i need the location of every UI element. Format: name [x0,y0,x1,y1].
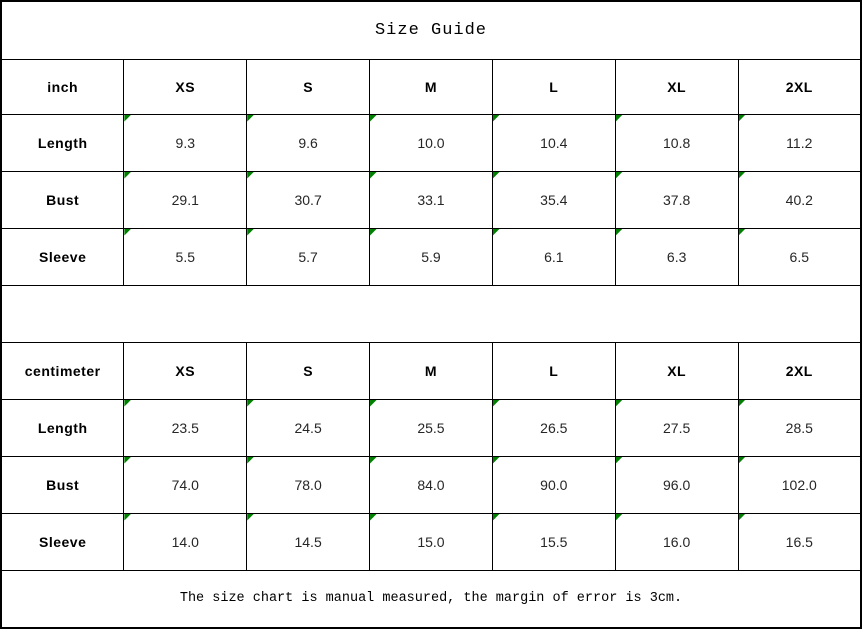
size-value-cell [247,456,370,513]
cell-corner-marker-icon [370,514,377,521]
size-value: 30.7 [294,191,322,208]
cell-corner-marker-icon [493,514,500,521]
footer-note: The size chart is manual measured, the margin of error is 3cm. [1,570,861,628]
size-value: 9.3 [175,134,195,151]
size-value: 37.8 [663,191,691,208]
size-value: 5.7 [298,248,318,265]
size-value: 6.5 [789,248,810,265]
size-value: 10.4 [540,134,568,151]
size-value: 14.5 [294,533,322,550]
cell-corner-marker-icon [616,229,623,236]
size-header-cell: M [370,59,493,114]
spacer-row [1,285,861,342]
row-label: Sleeve [1,228,124,285]
cell-corner-marker-icon [124,115,131,122]
cell-corner-marker-icon [370,400,377,407]
size-value-cell [492,513,615,570]
size-value: 96.0 [663,476,691,493]
size-value-cell [615,171,738,228]
size-value-cell [615,399,738,456]
cell-corner-marker-icon [247,229,254,236]
size-value-cell [738,513,861,570]
cell-corner-marker-icon [739,229,746,236]
size-value-cell [247,171,370,228]
size-value: 84.0 [417,476,445,493]
title-row [1,1,861,59]
size-value-cell [492,114,615,171]
size-value: 15.5 [540,533,568,550]
size-value-cell [738,399,861,456]
size-value-cell [124,114,247,171]
cell-corner-marker-icon [370,115,377,122]
cell-corner-marker-icon [124,172,131,179]
cell-corner-marker-icon [247,457,254,464]
cell-corner-marker-icon [247,514,254,521]
cell-corner-marker-icon [370,172,377,179]
size-value: 16.0 [663,533,691,550]
size-header-cell: XL [615,342,738,399]
size-value-cell [492,456,615,513]
cell-corner-marker-icon [739,457,746,464]
size-value-cell [247,228,370,285]
inch-header-row [1,59,861,114]
size-value-cell [124,171,247,228]
size-value: 6.1 [544,248,564,265]
table-row [1,399,861,456]
size-value-cell [738,171,861,228]
cell-corner-marker-icon [493,457,500,464]
size-value: 26.5 [540,419,568,436]
size-header-cell: L [492,59,615,114]
size-value: 11.2 [786,134,813,151]
size-value: 9.6 [298,134,318,151]
size-value: 16.5 [785,533,813,550]
size-value: 29.1 [171,191,199,208]
size-value-cell [124,228,247,285]
size-value: 14.0 [171,533,199,550]
size-value: 10.0 [417,134,445,151]
cell-corner-marker-icon [124,514,131,521]
size-value: 23.5 [171,419,199,436]
size-header-cell: XS [124,59,247,114]
size-value-cell [738,228,861,285]
size-value: 10.8 [663,134,691,151]
size-value-cell [124,513,247,570]
size-value: 102.0 [781,476,817,493]
row-label: Length [1,114,124,171]
cell-corner-marker-icon [247,400,254,407]
size-value: 33.1 [417,191,445,208]
size-value: 40.2 [785,191,813,208]
table-row [1,228,861,285]
size-header-cell: XL [615,59,738,114]
size-value-cell [615,228,738,285]
size-value: 90.0 [540,476,568,493]
size-value-cell [370,114,493,171]
size-value-cell [124,399,247,456]
size-value: 28.5 [785,419,813,436]
table-row [1,456,861,513]
cell-corner-marker-icon [247,172,254,179]
size-value: 24.5 [294,419,322,436]
size-value: 5.5 [175,248,195,265]
cell-corner-marker-icon [370,229,377,236]
cell-corner-marker-icon [493,400,500,407]
size-value: 35.4 [540,191,568,208]
row-label: Length [1,399,124,456]
row-label: Bust [1,171,124,228]
size-value: 6.3 [666,248,687,265]
cell-corner-marker-icon [739,172,746,179]
size-value: 78.0 [294,476,322,493]
row-label: Sleeve [1,513,124,570]
spacer-cell [1,285,861,342]
cell-corner-marker-icon [616,172,623,179]
cell-corner-marker-icon [616,514,623,521]
cell-corner-marker-icon [493,229,500,236]
cell-corner-marker-icon [124,400,131,407]
cell-corner-marker-icon [616,457,623,464]
size-header-cell: L [492,342,615,399]
cell-corner-marker-icon [247,115,254,122]
size-value-cell [370,399,493,456]
size-value-cell [615,456,738,513]
cell-corner-marker-icon [616,400,623,407]
cell-corner-marker-icon [124,457,131,464]
cell-corner-marker-icon [739,400,746,407]
table-row [1,171,861,228]
size-value-cell [492,399,615,456]
cell-corner-marker-icon [370,457,377,464]
size-header-cell: M [370,342,493,399]
cell-corner-marker-icon [739,514,746,521]
cell-corner-marker-icon [493,115,500,122]
cm-header-row [1,342,861,399]
cell-corner-marker-icon [124,229,131,236]
size-value-cell [247,114,370,171]
row-label: Bust [1,456,124,513]
size-value-cell [738,456,861,513]
unit-label-centimeter: centimeter [1,342,124,399]
cell-corner-marker-icon [616,115,623,122]
size-header-cell: 2XL [738,59,861,114]
size-header-cell: S [247,342,370,399]
footer-row [1,570,861,628]
size-header-cell: 2XL [738,342,861,399]
size-value: 74.0 [171,476,199,493]
size-value-cell [370,456,493,513]
size-value-cell [370,228,493,285]
size-header-cell: S [247,59,370,114]
table-row [1,114,861,171]
cell-corner-marker-icon [739,115,746,122]
size-header-cell: XS [124,342,247,399]
size-value-cell [615,114,738,171]
table-row [1,513,861,570]
size-value-cell [492,171,615,228]
size-value-cell [615,513,738,570]
size-value: 5.9 [421,248,441,265]
page-title: Size Guide [1,1,861,59]
size-value-cell [370,513,493,570]
unit-label-inch: inch [1,59,124,114]
cell-corner-marker-icon [493,172,500,179]
size-value-cell [247,513,370,570]
size-value-cell [492,228,615,285]
size-value-cell [124,456,247,513]
size-value-cell [738,114,861,171]
size-value-cell [370,171,493,228]
size-value: 27.5 [663,419,691,436]
size-value-cell [247,399,370,456]
size-value: 15.0 [417,533,445,550]
size-value: 25.5 [417,419,445,436]
